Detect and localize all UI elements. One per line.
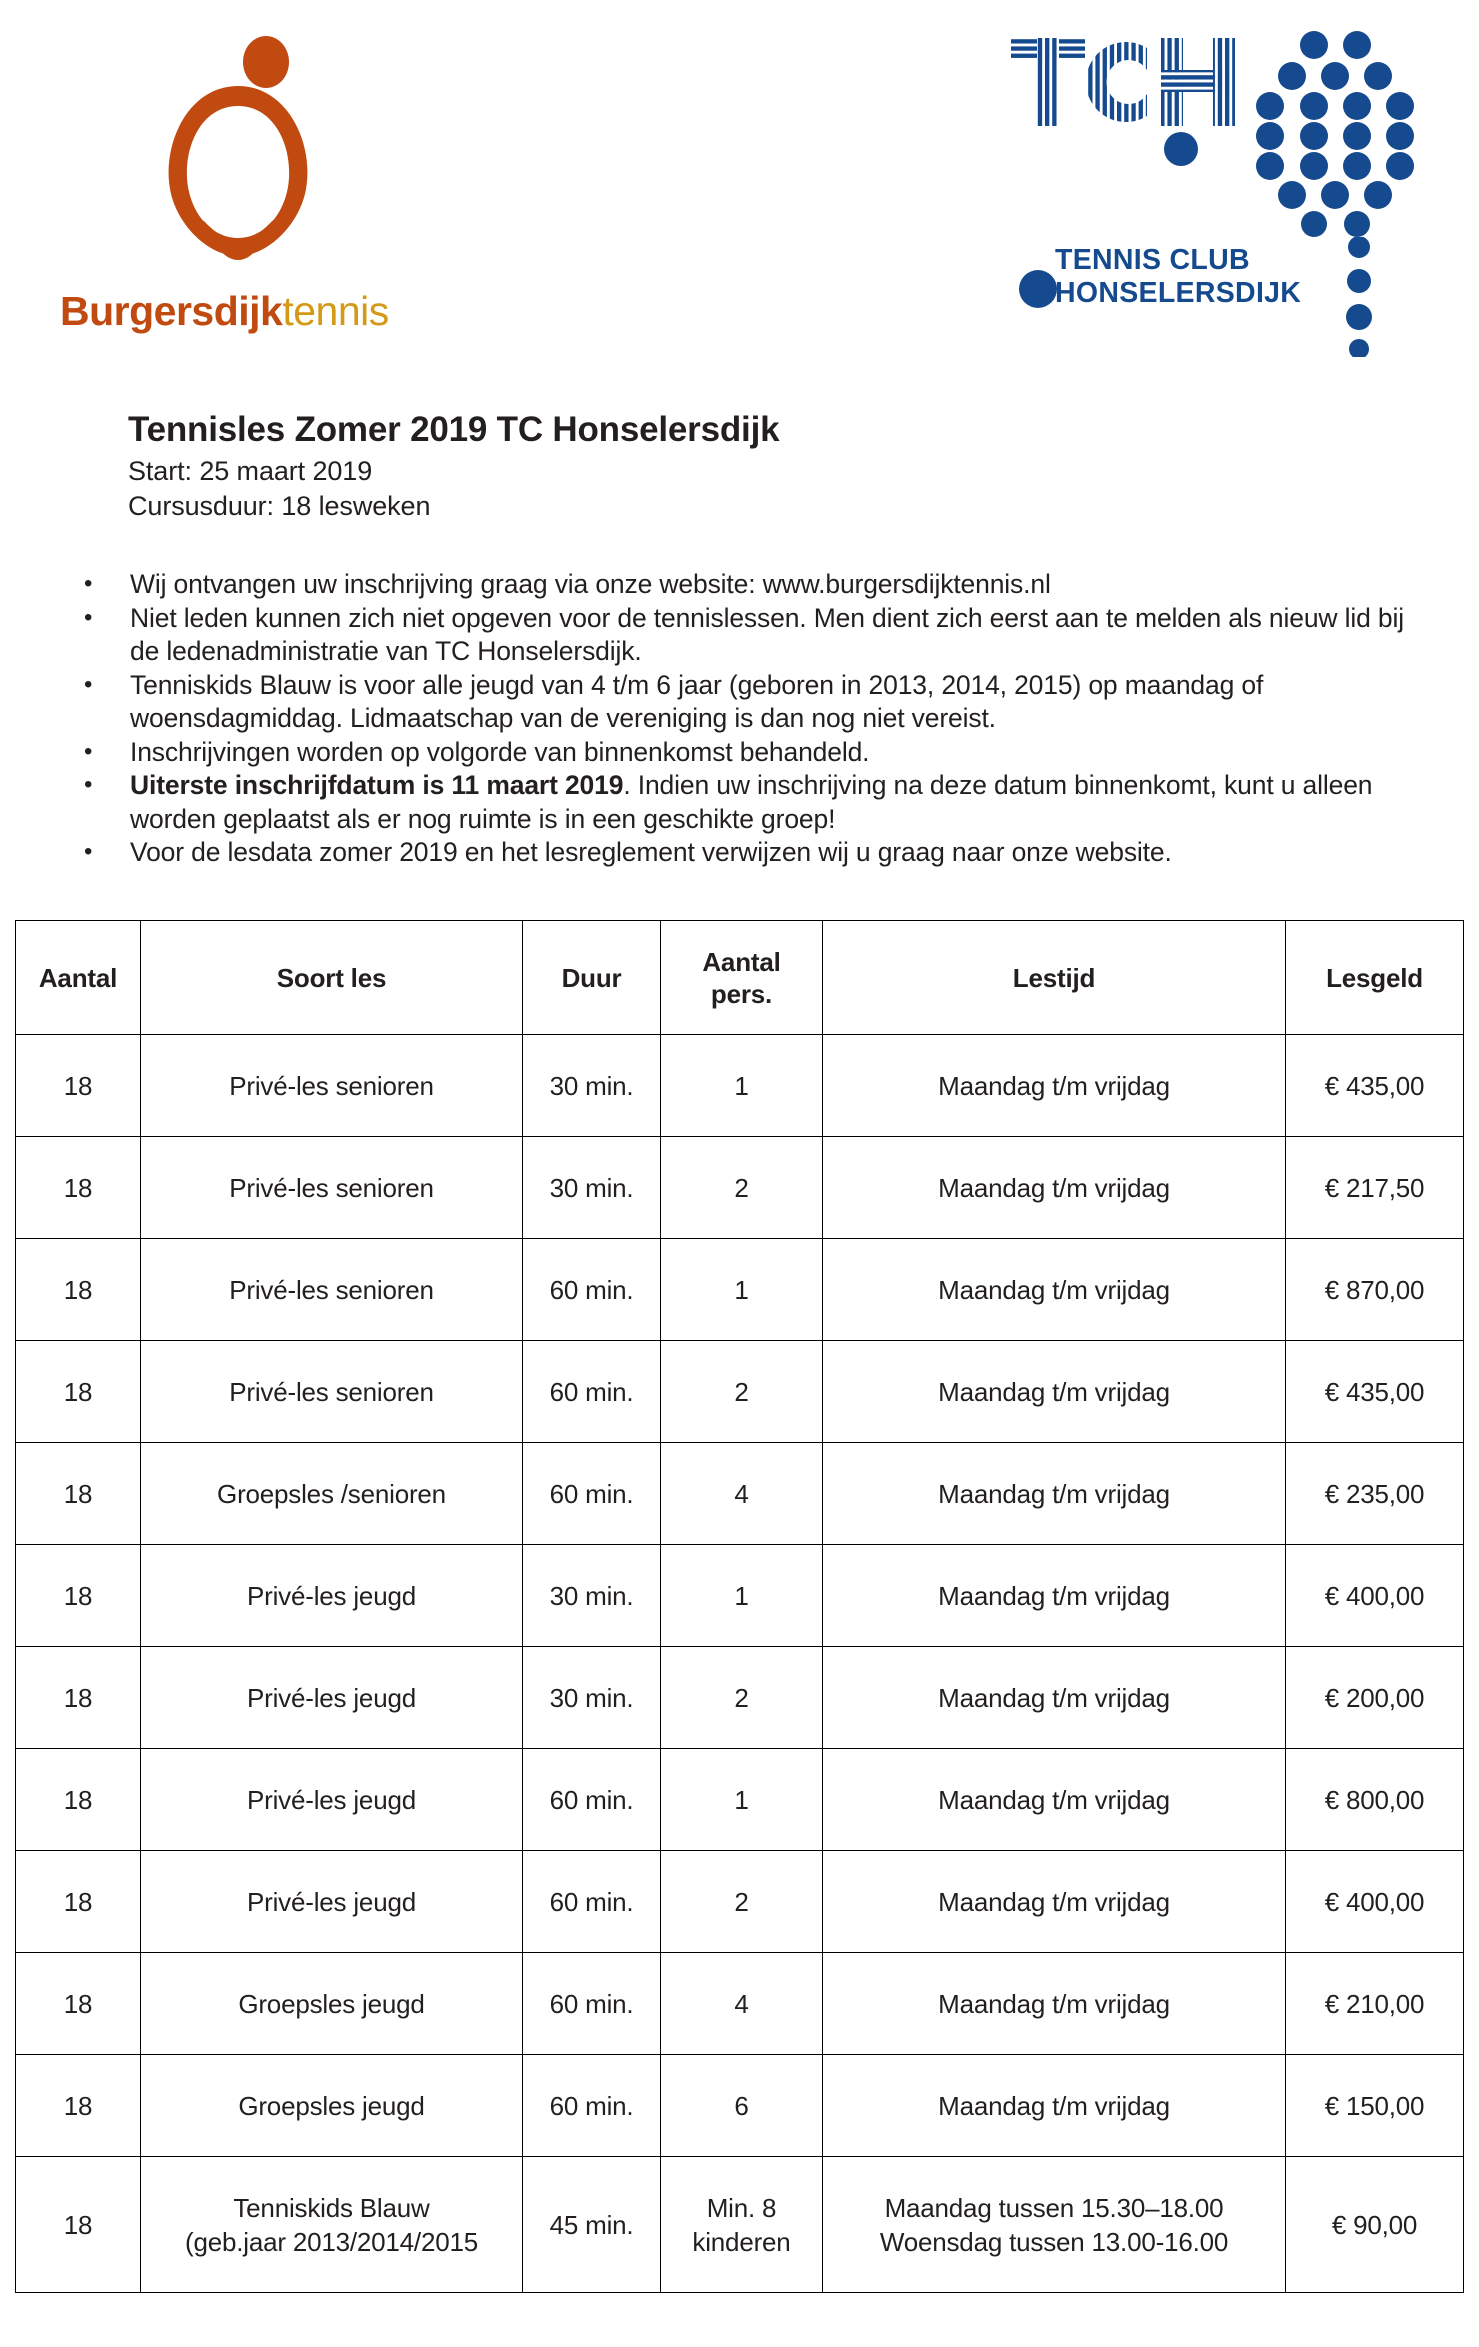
cell-duur: 60 min. bbox=[523, 1749, 661, 1851]
bullet-item-lesdata: • Voor de lesdata zomer 2019 en het lesreglement verwijzen wij u graag naar onze website. bbox=[78, 836, 1418, 870]
column-header-aantal: Aantal bbox=[16, 921, 141, 1035]
cell-pers: 6 bbox=[661, 2055, 823, 2157]
cell-soort: Tenniskids Blauw (geb.jaar 2013/2014/2015 bbox=[141, 2157, 523, 2293]
cell-lestijd: Maandag t/m vrijdag bbox=[823, 1545, 1286, 1647]
table-row bbox=[16, 1545, 1464, 1647]
bullet-item-tenniskids: • Tenniskids Blauw is voor alle jeugd van 4 t/m 6 jaar (geboren in 2013, 2014, 2015) op maandag of woensdagmiddag. Lidmaatschap van de vereniging is dan nog niet vereist. bbox=[78, 669, 1418, 736]
cell-pers: 1 bbox=[661, 1239, 823, 1341]
cell-lestijd: Maandag t/m vrijdag bbox=[823, 1137, 1286, 1239]
cell-lesgeld: € 217,50 bbox=[1286, 1137, 1464, 1239]
cell-pers: Min. 8 kinderen bbox=[661, 2157, 823, 2293]
tch-name-dot-icon bbox=[1019, 270, 1057, 308]
cell-pers: 2 bbox=[661, 1137, 823, 1239]
cell-lestijd: Maandag t/m vrijdag bbox=[823, 1953, 1286, 2055]
cell-soort: Privé-les jeugd bbox=[141, 1647, 523, 1749]
cell-pers: 1 bbox=[661, 1545, 823, 1647]
start-date-label: Start: 25 maart 2019 bbox=[128, 456, 373, 486]
cell-lesgeld: € 210,00 bbox=[1286, 1953, 1464, 2055]
cell-soort: Privé-les jeugd bbox=[141, 1851, 523, 1953]
cell-aantal: 18 bbox=[16, 1647, 141, 1749]
page-header bbox=[0, 0, 1479, 340]
column-header-lesgeld: Lesgeld bbox=[1286, 921, 1464, 1035]
cell-lestijd: Maandag t/m vrijdag bbox=[823, 2055, 1286, 2157]
cell-lesgeld: € 400,00 bbox=[1286, 1545, 1464, 1647]
cell-soort: Groepsles jeugd bbox=[141, 2055, 523, 2157]
price-table-container bbox=[15, 920, 1463, 2293]
table-row bbox=[16, 2055, 1464, 2157]
table-row bbox=[16, 1851, 1464, 1953]
tch-line2: HONSELERSDIJK bbox=[1055, 277, 1302, 309]
cell-aantal: 18 bbox=[16, 1137, 141, 1239]
cell-soort: Privé-les senioren bbox=[141, 1035, 523, 1137]
title-block bbox=[128, 408, 1328, 524]
table-row bbox=[16, 1341, 1464, 1443]
cell-lesgeld: € 435,00 bbox=[1286, 1035, 1464, 1137]
bullet-item-website: • Wij ontvangen uw inschrijving graag via onze website: www.burgersdijktennis.nl bbox=[78, 568, 1418, 602]
cell-duur: 30 min. bbox=[523, 1035, 661, 1137]
cell-lesgeld: € 235,00 bbox=[1286, 1443, 1464, 1545]
tch-ball-dots-icon bbox=[1244, 28, 1419, 243]
table-row bbox=[16, 1749, 1464, 1851]
cell-aantal: 18 bbox=[16, 1851, 141, 1953]
cell-soort: Groepsles /senioren bbox=[141, 1443, 523, 1545]
column-header-lestijd: Lestijd bbox=[823, 921, 1286, 1035]
cell-aantal: 18 bbox=[16, 1545, 141, 1647]
table-header-row bbox=[16, 921, 1464, 1035]
cell-soort: Privé-les jeugd bbox=[141, 1545, 523, 1647]
cell-duur: 45 min. bbox=[523, 2157, 661, 2293]
burgersdijk-word: Burgersdijk bbox=[60, 288, 283, 334]
tennis-word: tennis bbox=[282, 288, 389, 334]
burgersdijk-wordmark bbox=[60, 288, 389, 335]
cell-lesgeld: € 435,00 bbox=[1286, 1341, 1464, 1443]
cell-lesgeld: € 90,00 bbox=[1286, 2157, 1464, 2293]
table-row bbox=[16, 1953, 1464, 2055]
cell-lestijd: Maandag t/m vrijdag bbox=[823, 1749, 1286, 1851]
cell-aantal: 18 bbox=[16, 2055, 141, 2157]
cell-lestijd: Maandag t/m vrijdag bbox=[823, 1443, 1286, 1545]
cell-soort: Groepsles jeugd bbox=[141, 1953, 523, 2055]
cell-duur: 60 min. bbox=[523, 1953, 661, 2055]
cell-lestijd: Maandag t/m vrijdag bbox=[823, 1851, 1286, 1953]
cell-soort: Privé-les jeugd bbox=[141, 1749, 523, 1851]
column-header-aantal-pers: Aantal pers. bbox=[661, 921, 823, 1035]
cell-lesgeld: € 400,00 bbox=[1286, 1851, 1464, 1953]
info-bullet-list bbox=[78, 568, 1418, 870]
cell-pers: 1 bbox=[661, 1035, 823, 1137]
lesson-price-table bbox=[15, 920, 1464, 2293]
tch-clubname bbox=[1019, 244, 1439, 324]
cell-duur: 30 min. bbox=[523, 1545, 661, 1647]
cell-duur: 60 min. bbox=[523, 1239, 661, 1341]
tch-monogram-icon bbox=[1009, 32, 1259, 132]
column-header-soort-les: Soort les bbox=[141, 921, 523, 1035]
cell-aantal: 18 bbox=[16, 1341, 141, 1443]
cell-duur: 60 min. bbox=[523, 1341, 661, 1443]
bullet-item-deadline: • Uiterste inschrijfdatum is 11 maart 2019. Indien uw inschrijving na deze datum binnenkomt, kunt u alleen worden geplaatst als er nog ruimte is in een geschikte groep! bbox=[78, 769, 1418, 836]
cell-soort: Privé-les senioren bbox=[141, 1239, 523, 1341]
cell-lesgeld: € 870,00 bbox=[1286, 1239, 1464, 1341]
burgersdijk-logo bbox=[60, 18, 480, 334]
burgersdijk-mark-icon bbox=[148, 24, 328, 264]
cell-lestijd: Maandag tussen 15.30–18.00 Woensdag tussen 13.00-16.00 bbox=[823, 2157, 1286, 2293]
cell-duur: 60 min. bbox=[523, 1443, 661, 1545]
cell-aantal: 18 bbox=[16, 1443, 141, 1545]
cell-lestijd: Maandag t/m vrijdag bbox=[823, 1341, 1286, 1443]
cell-aantal: 18 bbox=[16, 1749, 141, 1851]
cell-pers: 2 bbox=[661, 1647, 823, 1749]
table-row bbox=[16, 1035, 1464, 1137]
cell-lesgeld: € 800,00 bbox=[1286, 1749, 1464, 1851]
table-row bbox=[16, 2157, 1464, 2293]
bullet-bold-text: Uiterste inschrijfdatum is 11 maart 2019 bbox=[130, 770, 624, 800]
cell-pers: 4 bbox=[661, 1443, 823, 1545]
cell-duur: 30 min. bbox=[523, 1137, 661, 1239]
column-header-duur: Duur bbox=[523, 921, 661, 1035]
table-row bbox=[16, 1239, 1464, 1341]
course-duration-label: Cursusduur: 18 lesweken bbox=[128, 491, 431, 521]
cell-lesgeld: € 200,00 bbox=[1286, 1647, 1464, 1749]
cell-soort: Privé-les senioren bbox=[141, 1341, 523, 1443]
table-row bbox=[16, 1137, 1464, 1239]
cell-duur: 60 min. bbox=[523, 1851, 661, 1953]
cell-aantal: 18 bbox=[16, 2157, 141, 2293]
tch-accent-dot-icon bbox=[1164, 132, 1198, 166]
cell-pers: 4 bbox=[661, 1953, 823, 2055]
table-row bbox=[16, 1647, 1464, 1749]
page-title: Tennisles Zomer 2019 TC Honselersdijk bbox=[128, 410, 780, 449]
cell-aantal: 18 bbox=[16, 1953, 141, 2055]
cell-duur: 30 min. bbox=[523, 1647, 661, 1749]
table-row bbox=[16, 1443, 1464, 1545]
cell-pers: 2 bbox=[661, 1851, 823, 1953]
cell-pers: 1 bbox=[661, 1749, 823, 1851]
tch-logo bbox=[1009, 22, 1429, 322]
cell-lesgeld: € 150,00 bbox=[1286, 2055, 1464, 2157]
bullet-item-membership: • Niet leden kunnen zich niet opgeven voor de tennislessen. Men dient zich eerst aan te melden als nieuw lid bij de ledenadministratie van TC Honselersdijk. bbox=[78, 602, 1418, 669]
cell-soort: Privé-les senioren bbox=[141, 1137, 523, 1239]
cell-duur: 60 min. bbox=[523, 2055, 661, 2157]
cell-pers: 2 bbox=[661, 1341, 823, 1443]
cell-lestijd: Maandag t/m vrijdag bbox=[823, 1035, 1286, 1137]
tch-line1: TENNIS CLUB bbox=[1055, 244, 1250, 276]
cell-aantal: 18 bbox=[16, 1239, 141, 1341]
cell-aantal: 18 bbox=[16, 1035, 141, 1137]
cell-lestijd: Maandag t/m vrijdag bbox=[823, 1239, 1286, 1341]
bullet-item-order: • Inschrijvingen worden op volgorde van binnenkomst behandeld. bbox=[78, 736, 1418, 770]
cell-lestijd: Maandag t/m vrijdag bbox=[823, 1647, 1286, 1749]
